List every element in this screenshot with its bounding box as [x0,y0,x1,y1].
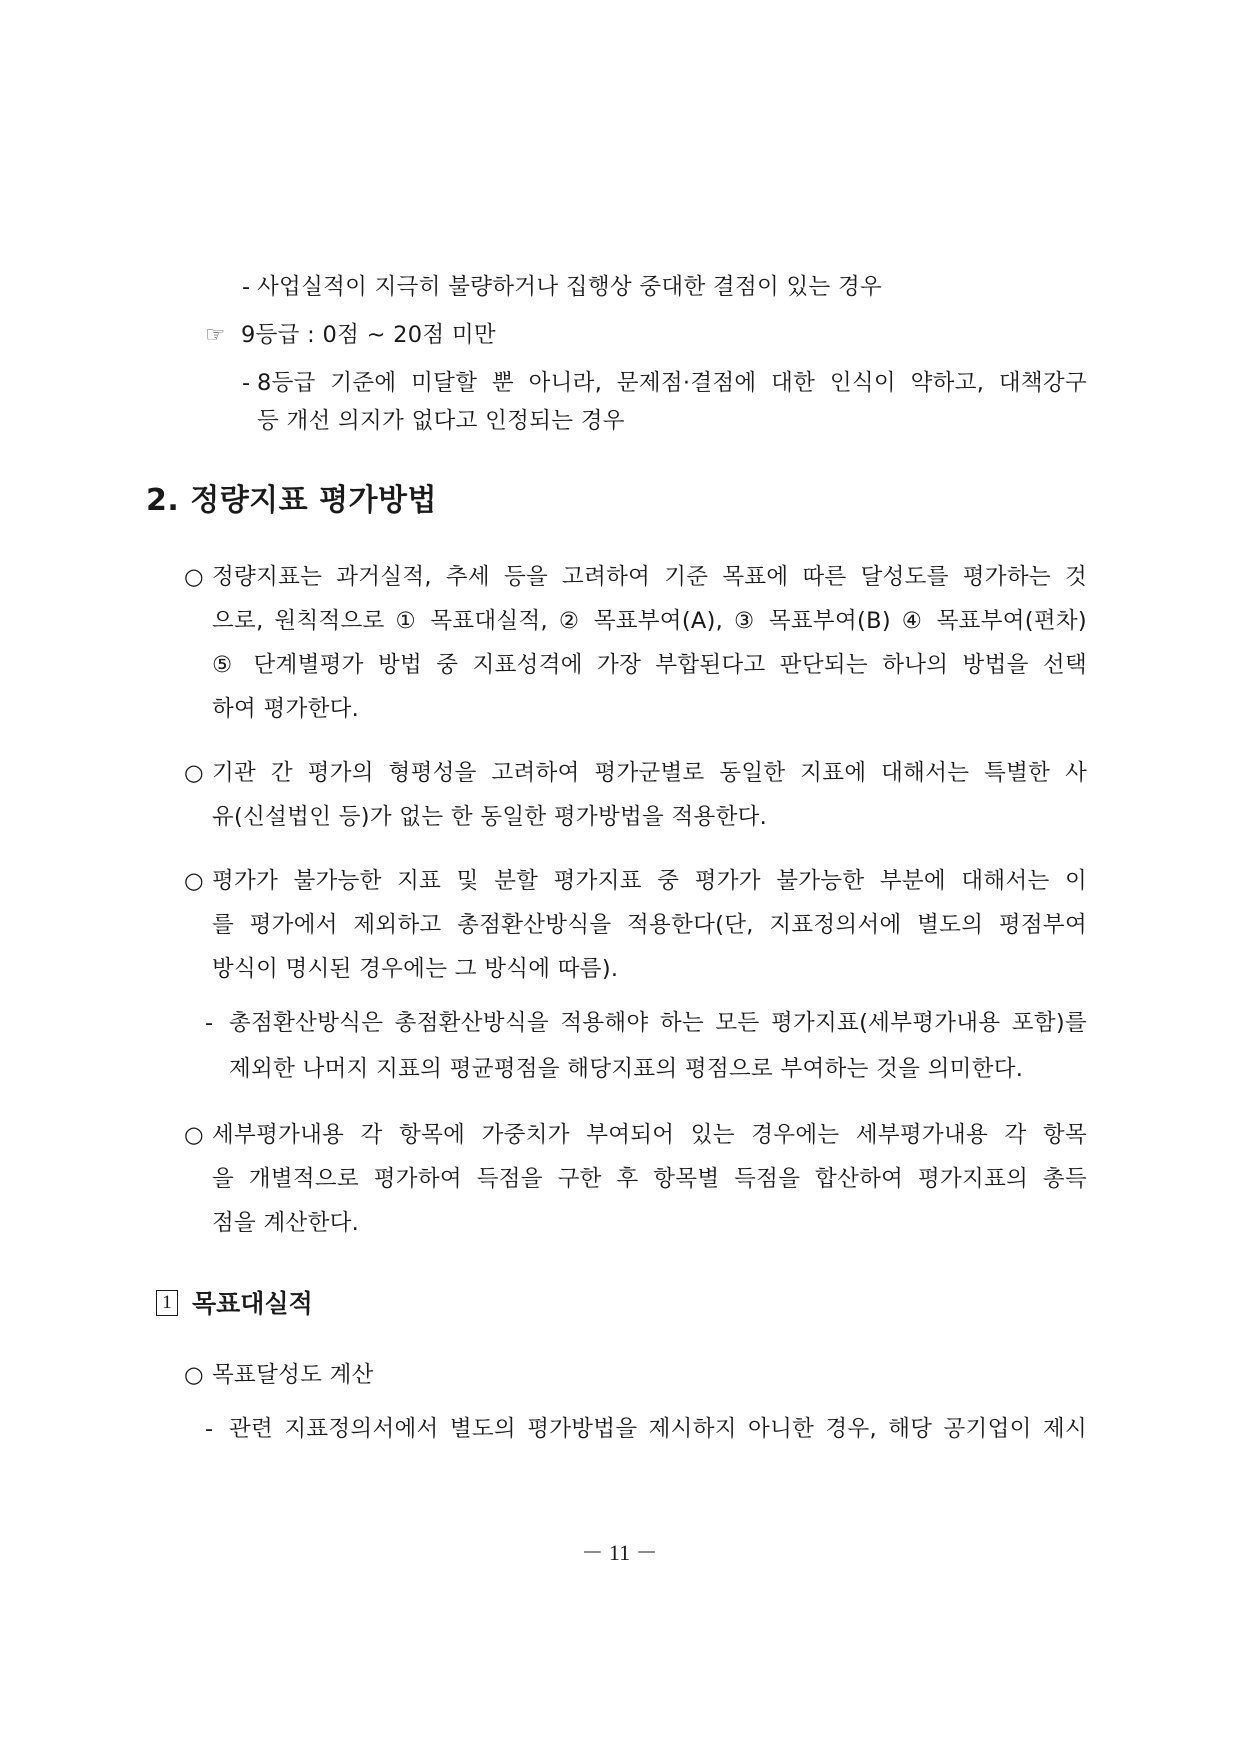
list-item: 목표달성도 계산 [212,1362,374,1388]
circle-bullet-icon: ○ [184,760,204,786]
pointing-hand-icon: ☞ [205,322,226,348]
paragraph-line: 으로, 원칙적으로 ① 목표대실적, ② 목표부여(A), ③ 목표부여(B) ④ 목표부여(편차) [212,608,1087,634]
section-heading: 2. 정량지표 평가방법 [146,483,437,518]
paragraph-line: 점을 계산한다. [212,1210,360,1236]
sub-paragraph-line: 총점환산방식은 총점환산방식을 적용해야 하는 모든 평가지표(세부평가내용 포함)를 [229,1010,1087,1036]
circle-bullet-icon: ○ [184,1362,204,1388]
dash-marker: - [205,1416,214,1442]
paragraph-line: ⑤ 단계별평가 방법 중 지표성격에 가장 부합된다고 판단되는 하나의 방법을 선택 [212,652,1087,678]
circle-bullet-icon: ○ [184,868,204,894]
paragraph-line: 을 개별적으로 평가하여 득점을 구한 후 항목별 득점을 합산하여 평가지표의 총득 [212,1166,1087,1192]
paragraph-line: 를 평가에서 제외하고 총점환산방식을 적용한다(단, 지표정의서에 별도의 평점부여 [212,912,1087,938]
paragraph-line: 하여 평가한다. [212,696,360,722]
dash-marker: - [205,1010,214,1036]
paragraph-line: 유(신설법인 등)가 없는 한 동일한 평가방법을 적용한다. [212,804,768,830]
grade8-description: 사업실적이 지극히 불량하거나 집행상 중대한 결점이 있는 경우 [257,274,883,300]
grade9-description-line2: 등 개선 의지가 없다고 인정되는 경우 [257,408,625,434]
subsection-title: 목표대실적 [192,1289,313,1318]
dash-marker: - [242,274,251,300]
paragraph-line: 평가가 불가능한 지표 및 분할 평가지표 중 평가가 불가능한 부분에 대해서는 이 [212,868,1087,894]
sub-paragraph-line: 관련 지표정의서에서 별도의 평가방법을 제시하지 아니한 경우, 해당 공기업이 제시 [229,1416,1087,1442]
paragraph-line: 정량지표는 과거실적, 추세 등을 고려하여 기준 목표에 따른 달성도를 평가하는 것 [212,564,1087,590]
paragraph-line: 세부평가내용 각 항목에 가중치가 부여되어 있는 경우에는 세부평가내용 각 항목 [212,1122,1087,1148]
grade9-label: 9등급 : 0점 ~ 20점 미만 [241,322,496,348]
paragraph-line: 방식이 명시된 경우에는 그 방식에 따름). [212,956,619,982]
page-number: － 11 － [581,1540,658,1565]
grade9-description-line1: 8등급 기준에 미달할 뿐 아니라, 문제점·결점에 대한 인식이 약하고, 대책강구 [257,370,1087,396]
circle-bullet-icon: ○ [184,564,204,590]
sub-paragraph-line: 제외한 나머지 지표의 평균평점을 해당지표의 평점으로 부여하는 것을 의미한다. [229,1056,1024,1082]
dash-marker: - [242,370,251,396]
subsection-number-box: 1 [156,1290,178,1316]
paragraph-line: 기관 간 평가의 형평성을 고려하여 평가군별로 동일한 지표에 대해서는 특별한 사 [212,760,1087,786]
circle-bullet-icon: ○ [184,1122,204,1148]
